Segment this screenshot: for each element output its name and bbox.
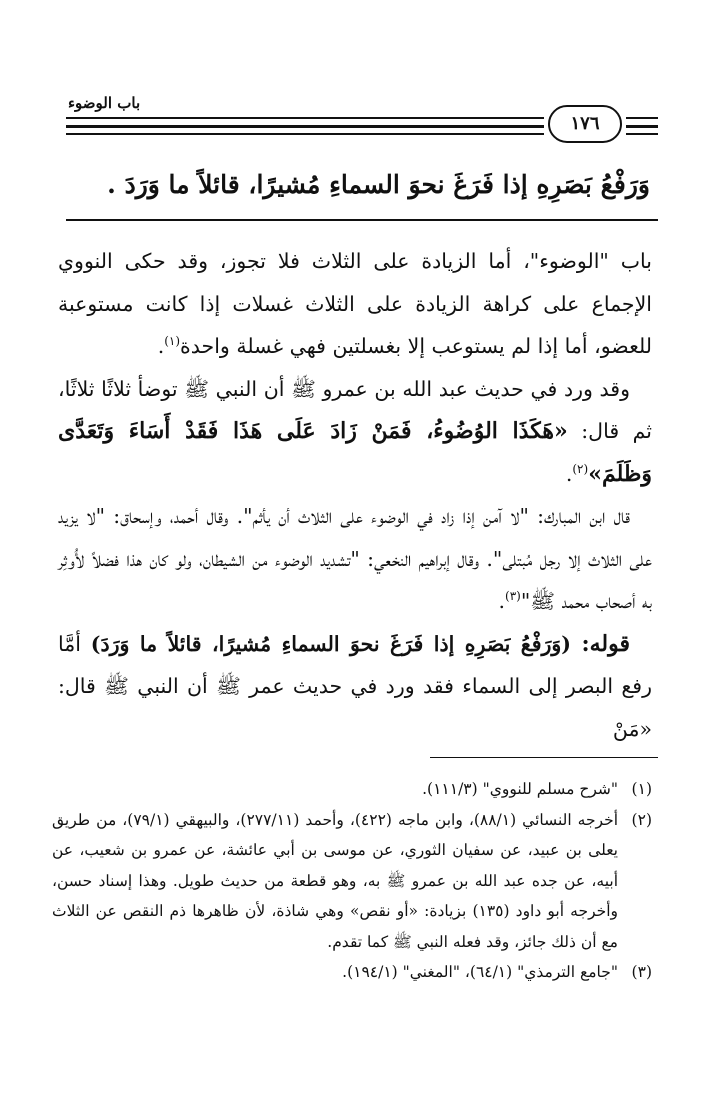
- commentary-body: [58, 240, 652, 750]
- paragraph-text: أمَّا رفع البصر إلى السماء فقد ورد في حديث عمر ﷺ أن النبي ﷺ قال: «مَنْ: [58, 631, 652, 741]
- footnote-divider: [430, 757, 658, 758]
- footnote-ref[interactable]: (٣): [505, 589, 521, 604]
- paragraph-text: وقد ورد في حديث عبد الله بن عمرو ﷺ أن النبي ﷺ توضأ ثلاثًا ثلاثًا، ثم قال:: [58, 376, 653, 443]
- matn-divider: [66, 219, 658, 221]
- qawluh-label: قوله:: [581, 630, 630, 657]
- page-number-badge: ١٧٦: [548, 105, 622, 143]
- footnote-ref[interactable]: (٢): [572, 461, 589, 476]
- paragraph-text: قال ابن المبارك: "لا آمن إذا زاد في الوضوء على الثلاث أن يأثم". وقال أحمد، وإسحاق: "لا يزيد على الثلاث إلا رجل مُبتلى". وقال إبراهيم النخعي: "تشديد الوضوء من الشيطان، ولو كان هذا فضلاً لأُوثِر به أصحاب محمد ﷺ": [58, 504, 652, 613]
- footnote-number: (٣): [631, 963, 652, 981]
- header-rule: [626, 125, 658, 128]
- paragraph: [58, 368, 652, 496]
- footnote-item: [52, 805, 652, 958]
- footnote-item: [52, 957, 652, 988]
- footnote-number: (١): [631, 780, 652, 798]
- footnote-text: "جامع الترمذي" (٦٤/١)، "المغني" (١٩٤/١).: [342, 963, 618, 981]
- footnote-text: "شرح مسلم للنووي" (١١١/٣).: [422, 780, 618, 798]
- running-header-chapter: باب الوضوء: [68, 94, 141, 112]
- hadith-quote: «هَكَذَا الوُضُوءُ، فَمَنْ زَادَ عَلَى هَذَا فَقَدْ أَسَاءَ وَتَعَدَّى وَظَلَمَ»: [58, 418, 652, 487]
- header-rule: [66, 117, 544, 119]
- footnote-number: (٢): [631, 810, 652, 829]
- header-rule: [626, 133, 658, 135]
- paragraph-text: .: [565, 461, 573, 486]
- matn-quote: (وَرَفْعُ بَصَرِهِ إذا فَرَغَ نحوَ السماءِ مُشيرًا، قائلاً ما وَرَدَ): [90, 631, 582, 656]
- footnotes: [52, 774, 652, 988]
- paragraph-text: .: [498, 589, 506, 613]
- header-rule: [66, 125, 544, 128]
- footnote-text: أخرجه النسائي (٨٨/١)، وابن ماجه (٤٢٢)، وأحمد (٢٧٧/١١)، والبيهقي (٧٩/١)، من طريق يعلى بن عبيد، عن سفيان الثوري، عن موسى بن أبي عائشة، عن عمرو بن شعيب، عن أبيه، عن جده عبد الله بن عمرو ﷺ به، وهو قطعة من حديث طويل. وهذا إسناد حسن، وأخرجه أبو داود (١٣٥) بزيادة: «أو نقص» وهي شاذة، لأن ظاهرها ذم النقص عن الثلاث مع أن ذلك جائز، وقد فعله النبي ﷺ كما تقدم.: [52, 810, 619, 951]
- paragraph: [58, 623, 652, 751]
- paragraph: [58, 495, 652, 623]
- footnote-ref[interactable]: (١): [164, 334, 181, 349]
- paragraph-text: باب "الوضوء"، أما الزيادة على الثلاث فلا تجوز، وقد حكى النووي الإجماع على كراهة الزيادة على الثلاث غسلات إذا كانت مستوعبة للعضو، أما إذا لم يستوعب إلا بغسلتين فهي غسلة واحدة: [58, 249, 652, 358]
- paragraph: باب "الوضوء"، أما الزيادة على الثلاث فلا تجوز، وقد حكى النووي الإجماع على كراهة الزيادة على الثلاث غسلات إذا كانت مستوعبة للعضو، أما إذا لم يستوعب إلا بغسلتين فهي غسلة واحدة$^{(١)}$.: [58, 249, 652, 358]
- footnote-item: [52, 774, 652, 805]
- header-rule: [626, 117, 658, 119]
- header-rule: [66, 133, 544, 135]
- matn-text: وَرَفْعُ بَصَرِهِ إذا فَرَغَ نحوَ السماءِ مُشيرًا، قائلاً ما وَرَدَ .: [107, 170, 650, 199]
